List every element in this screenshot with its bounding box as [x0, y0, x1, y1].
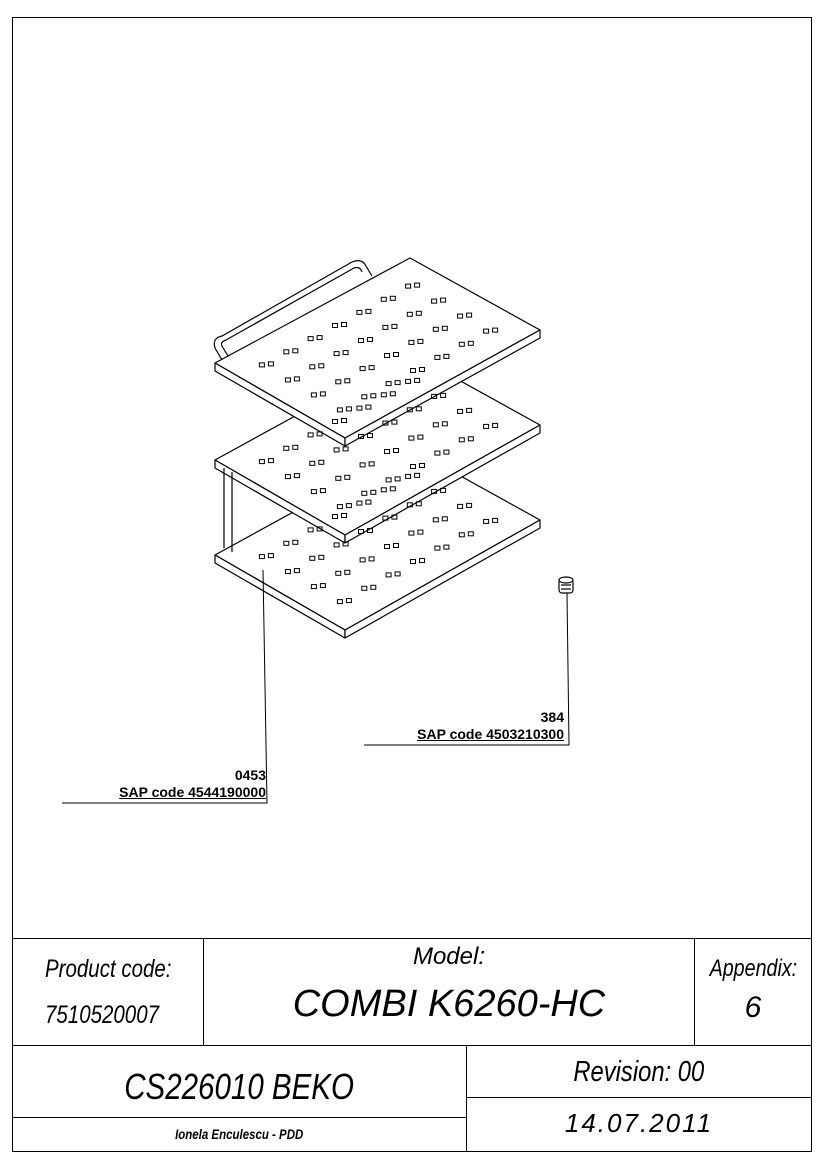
callout-0453-sap-code: SAP code 4544190000 — [119, 784, 266, 800]
model-label: Model: — [412, 943, 486, 970]
revision-cell — [466, 1045, 812, 1098]
appendix-value: 6 — [744, 991, 762, 1024]
appendix-cell — [694, 938, 812, 1046]
callout-384 — [417, 709, 564, 743]
author-cell — [12, 1117, 467, 1152]
product-code-label: Product code: — [45, 955, 172, 983]
callout-0453 — [119, 767, 266, 801]
callout-384-number: 384 — [540, 709, 564, 725]
knob-part — [559, 577, 573, 593]
date-cell — [466, 1097, 812, 1152]
model-cell — [203, 938, 695, 1046]
model-value: COMBI K6260-HC — [292, 983, 606, 1025]
callout-384-sap-code: SAP code 4503210300 — [417, 726, 564, 742]
doc-code: CS226010 BEKO — [124, 1066, 355, 1107]
date: 14.07.2011 — [564, 1108, 714, 1138]
revision: Revision: 00 — [573, 1056, 705, 1088]
product-code-cell — [12, 938, 204, 1046]
product-code-value: 7510520007 — [45, 1001, 160, 1029]
title-block — [12, 938, 812, 1152]
doc-code-cell — [12, 1045, 467, 1118]
appendix-label: Appendix: — [709, 955, 797, 982]
author: Ionela Enculescu - PDD — [175, 1126, 304, 1142]
callout-0453-number: 0453 — [234, 767, 266, 783]
